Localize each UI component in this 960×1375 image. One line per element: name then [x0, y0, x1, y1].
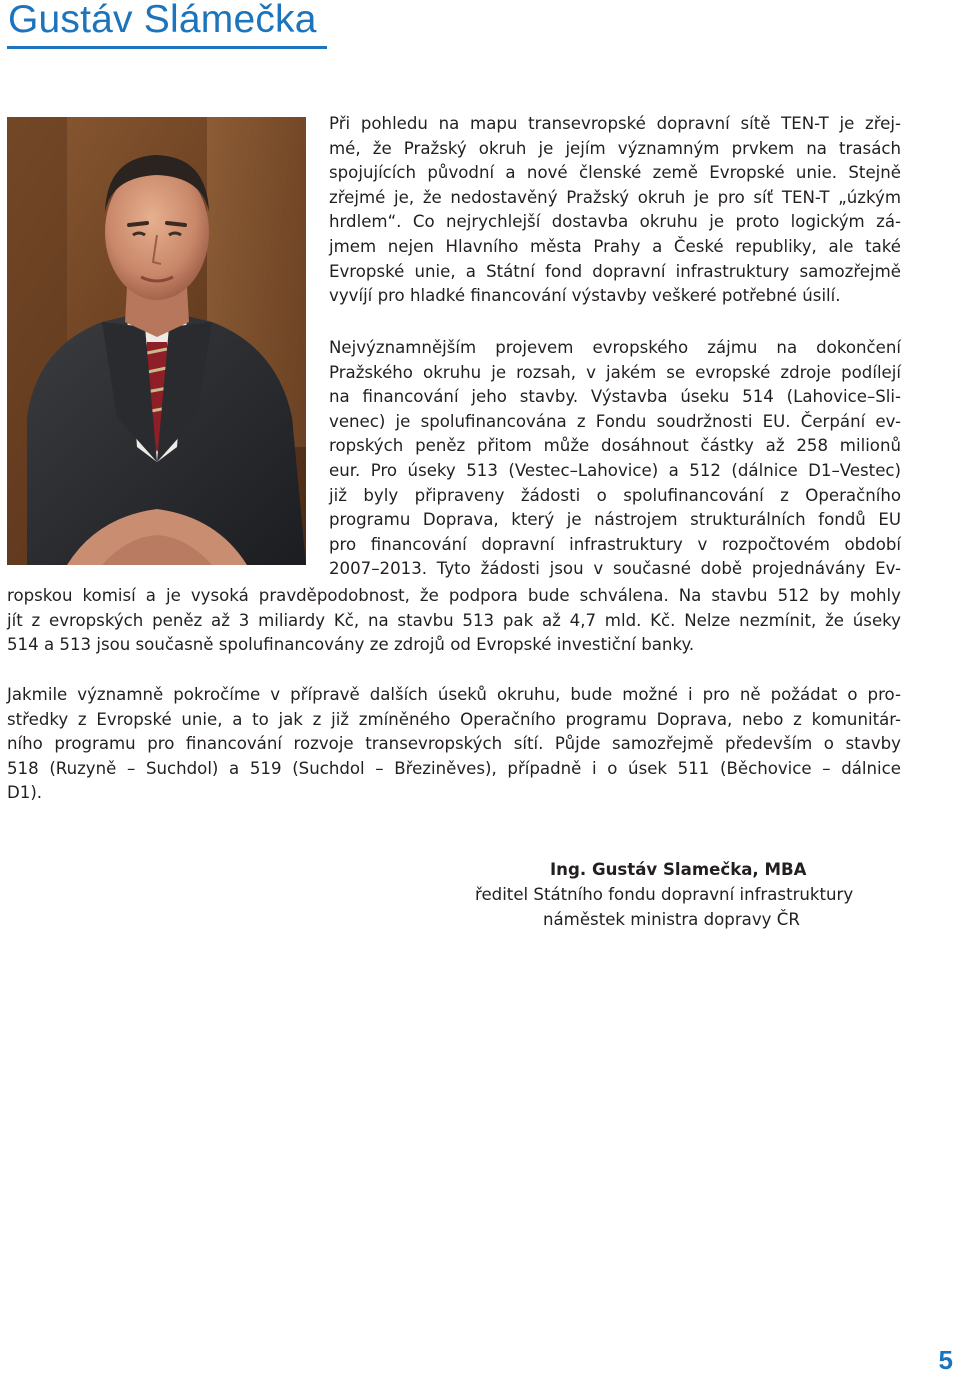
signature-name: Ing. Gustáv Slamečka, MBA: [550, 860, 807, 879]
title-underline: [7, 46, 327, 49]
text-line: 514 a 513 jsou současně spolufinancovány ze zdrojů od Evropské investiční banky.: [7, 635, 695, 655]
text-line: Jakmile významně pokročíme v přípravě dalších úseků okruhu, bude možné i pro ně požádat o pro-: [7, 685, 901, 704]
signature-block: [475, 857, 895, 932]
text-line: již byly připraveny žádosti o spolufinancování z Operačního: [329, 485, 901, 505]
funding-paragraph-side: [329, 336, 901, 582]
text-line: na financování jeho stavby. Výstavba úseku 514 (Lahovice–Sli-: [329, 387, 901, 407]
text-line: vyvíjí pro hladké financování výstavby veškeré potřebné úsilí.: [329, 286, 841, 306]
text-line: 2007–2013. Tyto žádosti jsou v současné době projednávány Ev-: [329, 559, 901, 579]
text-line: 518 (Ruzyně – Suchdol) a 519 (Suchdol – Březiněves), případně i o úsek 511 (Běchovice – dálnice: [7, 758, 901, 778]
intro-paragraph: [329, 112, 901, 309]
text-line: venec) je spolufinancována z Fondu soudržnosti EU. Čerpání ev-: [329, 411, 901, 431]
portrait-photo: [7, 117, 306, 565]
page-title: Gustáv Slámečka: [8, 0, 317, 41]
signature-ministry: náměstek ministra dopravy ČR: [543, 910, 800, 929]
text-line: programu Doprava, který je nástrojem strukturálních fondů EU: [329, 510, 901, 530]
text-line: ního programu pro financování rozvoje transevropských sítí. Půjde samozřejmě především o stavby: [7, 734, 901, 754]
text-line: zřejmé je, že nedostavěný Pražský okruh je pro síť TEN-T „úzkým: [329, 187, 901, 207]
text-line: Evropské unie, a Státní fond dopravní infrastruktury samozřejmě: [329, 261, 901, 281]
text-line: Nejvýznamnějším projevem evropského zájmu na dokončení: [329, 338, 901, 357]
text-line: ropských peněz přitom může dosáhnout částky až 258 milionů: [329, 436, 901, 456]
funding-paragraph-full: [7, 584, 901, 658]
text-line: Pražského okruhu je rozsah, v jakém se evropské zdroje podílejí: [329, 362, 901, 382]
future-paragraph: [7, 683, 901, 806]
text-line: eur. Pro úseky 513 (Vestec–Lahovice) a 512 (dálnice D1–Vestec): [329, 460, 901, 480]
text-line: středky z Evropské unie, a to jak z již zmíněného Operačního programu Doprava, nebo z komunitár-: [7, 709, 901, 729]
text-line: pro financování dopravní infrastruktury v rozpočtovém období: [329, 534, 901, 554]
signature-role: ředitel Státního fondu dopravní infrastruktury: [475, 885, 854, 904]
page-number: 5: [938, 1345, 953, 1375]
text-line: mé, že Pražský okruh je jejím významným prvkem na trasách: [329, 138, 901, 158]
text-line: jmem nejen Hlavního města Prahy a České republiky, ale také: [329, 236, 901, 256]
text-line: hrdlem“. Co nejrychlejší dostavba okruhu je proto logickým zá-: [329, 212, 901, 232]
text-line: spojujících původní a nové členské země Evropské unie. Stejně: [329, 163, 901, 183]
text-line: jít z evropských peněz až 3 miliardy Kč, na stavbu 513 pak až 4,7 mld. Kč. Nelze nezmínit, že úseky: [7, 610, 901, 630]
text-line: ropskou komisí a je vysoká pravděpodobnost, že podpora bude schválena. Na stavbu 512 by mohly: [7, 586, 901, 605]
text-line: D1).: [7, 783, 43, 803]
text-line: Při pohledu na mapu transevropské dopravní sítě TEN-T je zřej-: [329, 114, 901, 133]
